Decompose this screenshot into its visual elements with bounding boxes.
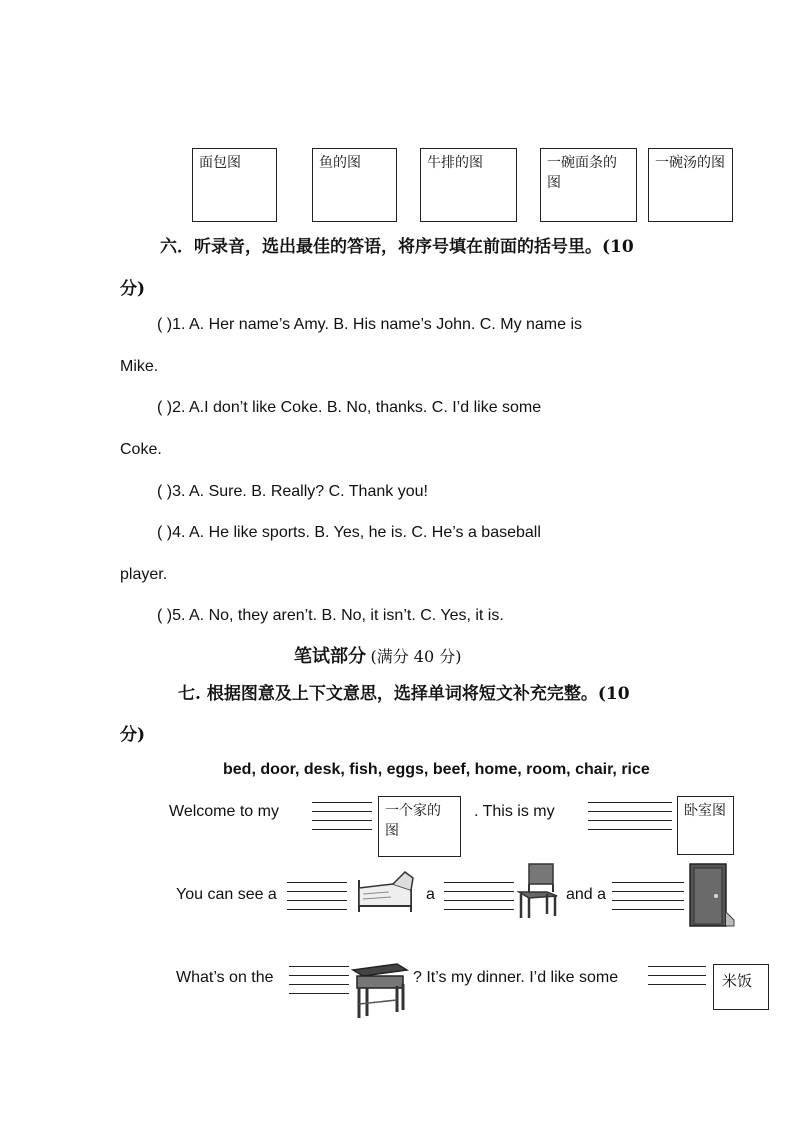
answer-blank-3[interactable]: [287, 882, 347, 918]
answer-blank-7[interactable]: [648, 966, 706, 993]
sentence2-start: You can see a: [176, 886, 277, 903]
written-part-note: (满分 40 分): [370, 647, 462, 666]
sentence3-mid: ? It’s my dinner. I’d like some: [413, 969, 619, 986]
question-5: ( )5. A. No, they aren’t. B. No, it isn’t. C. Yes, it is.: [157, 607, 504, 624]
desk-icon: [349, 962, 411, 1020]
picture-box-bread: 面包图: [192, 148, 277, 222]
written-part-title: 笔试部分: [294, 646, 366, 667]
sentence3-start: What’s on the: [176, 969, 274, 986]
sentence2-mid: a: [426, 886, 435, 903]
question-4: ( )4. A. He like sports. B. Yes, he is. C. He’s a baseball: [157, 524, 541, 541]
section7-title-cont: 分): [120, 725, 146, 745]
picture-box-noodles: 一碗面条的图: [540, 148, 637, 222]
picture-box-soup: 一碗汤的图: [648, 148, 733, 222]
answer-blank-1[interactable]: [312, 802, 372, 838]
picture-box-steak: 牛排的图: [420, 148, 517, 222]
question-3: ( )3. A. Sure. B. Really? C. Thank you!: [157, 483, 428, 500]
question-4-cont: player.: [120, 566, 168, 583]
question-1-cont: Mike.: [120, 358, 159, 375]
answer-blank-2[interactable]: [588, 802, 672, 838]
question-1: ( )1. A. Her name’s Amy. B. His name’s John. C. My name is: [157, 316, 583, 333]
picture-box-rice: 米饭: [713, 964, 769, 1010]
answer-blank-5[interactable]: [612, 882, 684, 918]
word-bank: bed, door, desk, fish, eggs, beef, home, room, chair, rice: [223, 761, 650, 778]
picture-box-home: 一个家的图: [378, 796, 461, 857]
chair-icon: [515, 862, 561, 920]
sentence2-end: and a: [566, 886, 607, 903]
written-part-heading: [294, 642, 461, 668]
picture-box-fish: 鱼的图: [312, 148, 397, 222]
door-icon: [688, 862, 736, 928]
section6-title-cont: 分): [120, 279, 146, 299]
section7-title: 七. 根据图意及上下文意思，选择单词将短文补充完整。(10: [178, 684, 630, 704]
question-2-cont: Coke.: [120, 441, 162, 458]
question-2: ( )2. A.I don’t like Coke. B. No, thanks. C. I’d like some: [157, 399, 542, 416]
picture-box-bedroom: 卧室图: [677, 796, 734, 855]
sentence1-mid: . This is my: [474, 803, 555, 820]
answer-blank-6[interactable]: [289, 966, 349, 1002]
bed-icon: [353, 866, 417, 918]
sentence1-start: Welcome to my: [169, 803, 279, 820]
section6-title: 六．听录音，选出最佳的答语，将序号填在前面的括号里。(10: [160, 237, 634, 257]
answer-blank-4[interactable]: [444, 882, 514, 918]
